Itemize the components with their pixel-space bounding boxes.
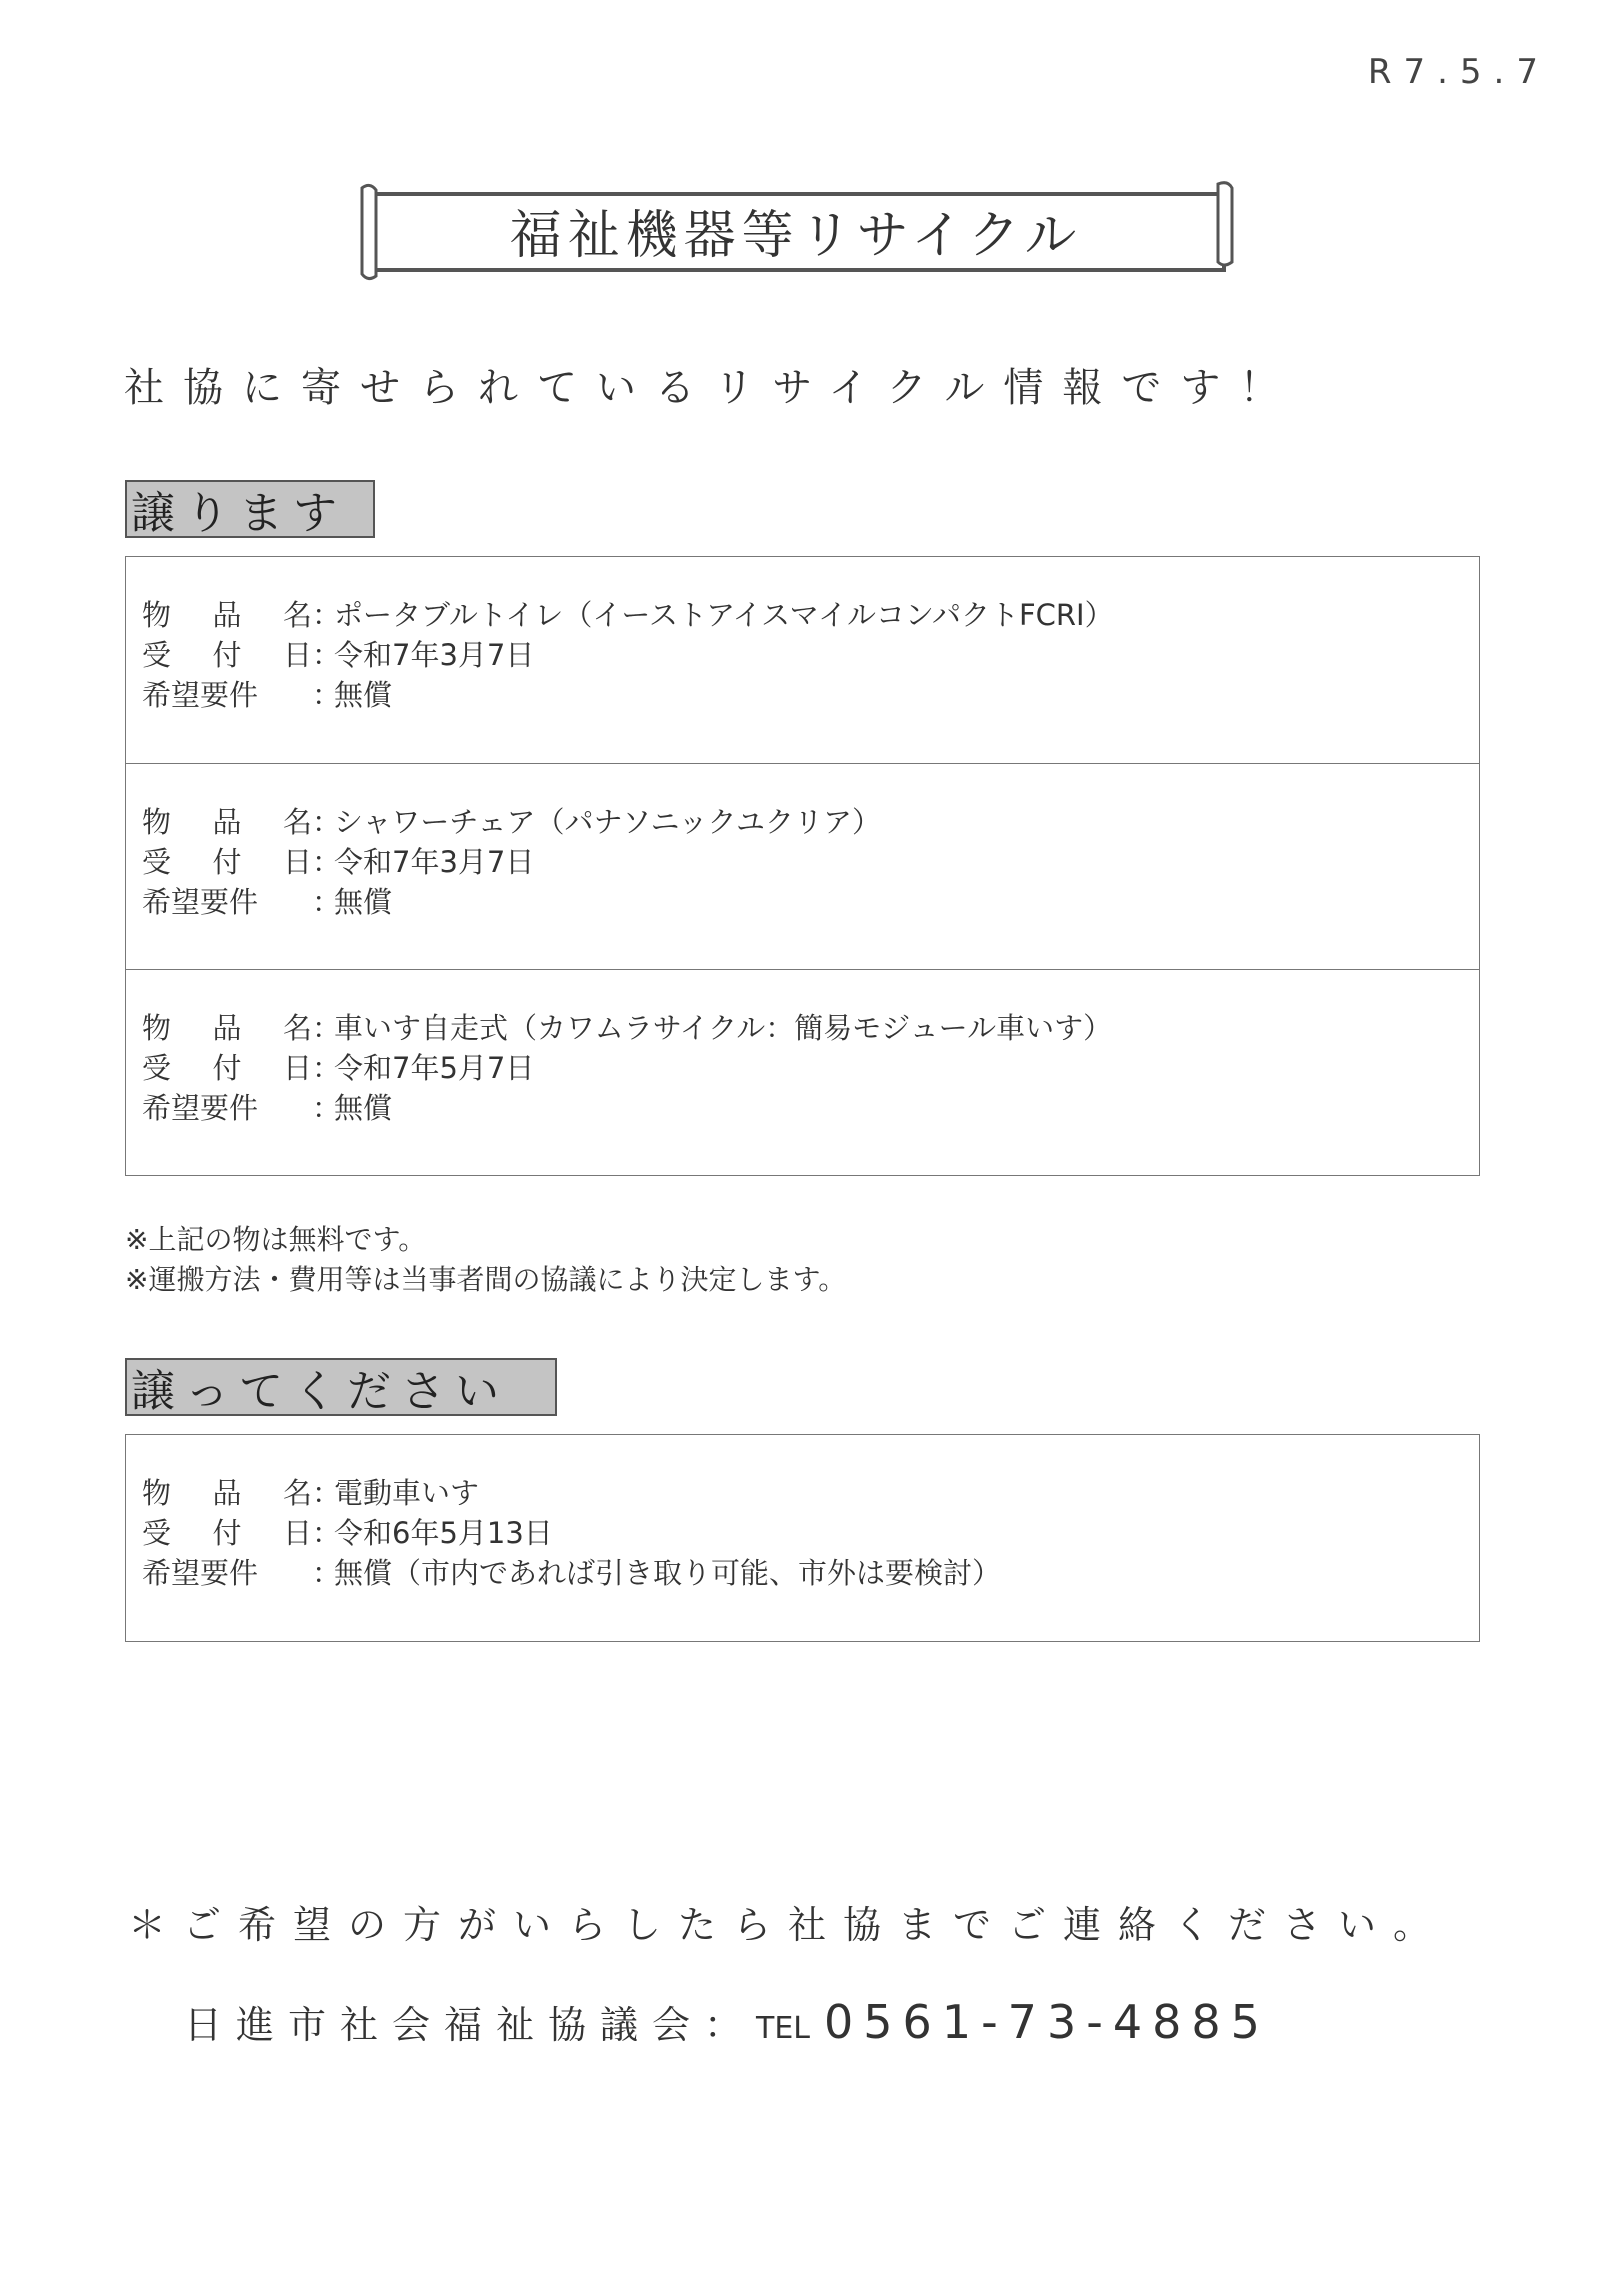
item-condition-label: 希望要件 <box>142 885 259 919</box>
item-name-value: ポータブルトイレ（イーストアイスマイルコンパクトFCRI） <box>334 598 1114 632</box>
item-date-value: 令和7年3月7日 <box>334 638 535 672</box>
organization-name: 日進市社会福祉協議会： <box>184 2003 757 2047</box>
give-section-heading: 譲ります <box>125 480 375 538</box>
item-condition-value: 無償 <box>334 678 393 712</box>
item-name-label <box>142 1008 312 1048</box>
colon: ： <box>312 1556 342 1590</box>
item-name-label <box>142 802 312 842</box>
list-item <box>126 763 1479 969</box>
item-condition-row <box>142 1553 1479 1593</box>
note-transport: ※運搬方法・費用等は当事者間の協議により決定します。 <box>125 1263 847 1296</box>
item-condition-value: 無償 <box>334 1091 393 1125</box>
item-name-label <box>142 595 312 635</box>
want-items-list <box>125 1434 1480 1642</box>
label-char: 名 <box>282 598 312 632</box>
colon: ： <box>312 1516 342 1550</box>
phone-label: TEL <box>756 2011 811 2046</box>
item-name-row <box>142 1473 1479 1513</box>
label-char: 日 <box>282 845 312 879</box>
item-name-row <box>142 1008 1479 1048</box>
label-char: 物 <box>142 598 172 632</box>
phone-number[interactable]: 0561-73-4885 <box>824 1995 1270 2049</box>
document-date: R7.5.7 <box>1367 52 1550 92</box>
give-items-list <box>125 556 1480 1176</box>
item-date-label <box>142 1513 312 1553</box>
item-condition-value: 無償 <box>334 885 393 919</box>
colon: ： <box>312 1011 342 1045</box>
item-name-value: シャワーチェア（パナソニックユクリア） <box>334 805 881 839</box>
item-date-label <box>142 635 312 675</box>
colon: ： <box>312 598 342 632</box>
label-char: 品 <box>212 1476 242 1510</box>
list-item <box>126 557 1479 763</box>
colon: ： <box>312 805 342 839</box>
label-char: 物 <box>142 1476 172 1510</box>
label-char: 付 <box>212 845 242 879</box>
item-date-value: 令和7年5月7日 <box>334 1051 535 1085</box>
label-char: 受 <box>142 638 172 672</box>
label-char: 付 <box>212 638 242 672</box>
item-condition-label: 希望要件 <box>142 1091 259 1125</box>
item-date-label <box>142 842 312 882</box>
label-char: 名 <box>282 1011 312 1045</box>
label-char: 受 <box>142 845 172 879</box>
colon: ： <box>312 1476 342 1510</box>
item-name-row <box>142 595 1479 635</box>
label-char: 物 <box>142 805 172 839</box>
label-char: 品 <box>212 1011 242 1045</box>
label-char: 名 <box>282 805 312 839</box>
item-condition-label: 希望要件 <box>142 678 259 712</box>
colon: ： <box>312 1091 342 1125</box>
item-name-value: 車いす自走式（カワムラサイクル：簡易モジュール車いす） <box>334 1011 1113 1045</box>
label-char: 受 <box>142 1516 172 1550</box>
subtitle: 社協に寄せられているリサイクル情報です！ <box>124 365 1299 411</box>
item-date-label <box>142 1048 312 1088</box>
want-section-heading: 譲ってください <box>125 1358 557 1416</box>
label-char: 日 <box>282 638 312 672</box>
label-char: 名 <box>282 1476 312 1510</box>
item-date-row <box>142 1048 1479 1088</box>
label-char: 品 <box>212 598 242 632</box>
item-date-row <box>142 635 1479 675</box>
label-char: 日 <box>282 1051 312 1085</box>
item-condition-row <box>142 675 1479 715</box>
colon: ： <box>312 885 342 919</box>
colon: ： <box>312 678 342 712</box>
item-date-value: 令和7年3月7日 <box>334 845 535 879</box>
item-condition-row <box>142 882 1479 922</box>
item-date-row <box>142 1513 1479 1553</box>
label-char: 受 <box>142 1051 172 1085</box>
label-char: 品 <box>212 805 242 839</box>
colon: ： <box>312 638 342 672</box>
label-char: 付 <box>212 1051 242 1085</box>
item-condition-value: 無償（市内であれば引き取り可能、市外は要検討） <box>334 1556 1002 1590</box>
page-title: 福祉機器等リサイクル <box>509 205 1083 266</box>
label-char: 日 <box>282 1516 312 1550</box>
label-char: 物 <box>142 1011 172 1045</box>
item-date-value: 令和6年5月13日 <box>334 1516 553 1550</box>
item-name-row <box>142 802 1479 842</box>
item-condition-row <box>142 1088 1479 1128</box>
item-name-label <box>142 1473 312 1513</box>
note-free: ※上記の物は無料です。 <box>125 1223 427 1256</box>
label-char: 付 <box>212 1516 242 1550</box>
colon: ： <box>312 1051 342 1085</box>
organization-contact <box>184 1994 1270 2049</box>
closing-message: ＊ご希望の方がいらしたら社協までご連絡ください。 <box>128 1903 1449 1947</box>
item-condition-label: 希望要件 <box>142 1556 259 1590</box>
title-banner <box>356 178 1236 282</box>
item-name-value: 電動車いす <box>334 1476 480 1510</box>
colon: ： <box>312 845 342 879</box>
list-item <box>126 969 1479 1175</box>
item-date-row <box>142 842 1479 882</box>
list-item <box>126 1435 1479 1641</box>
